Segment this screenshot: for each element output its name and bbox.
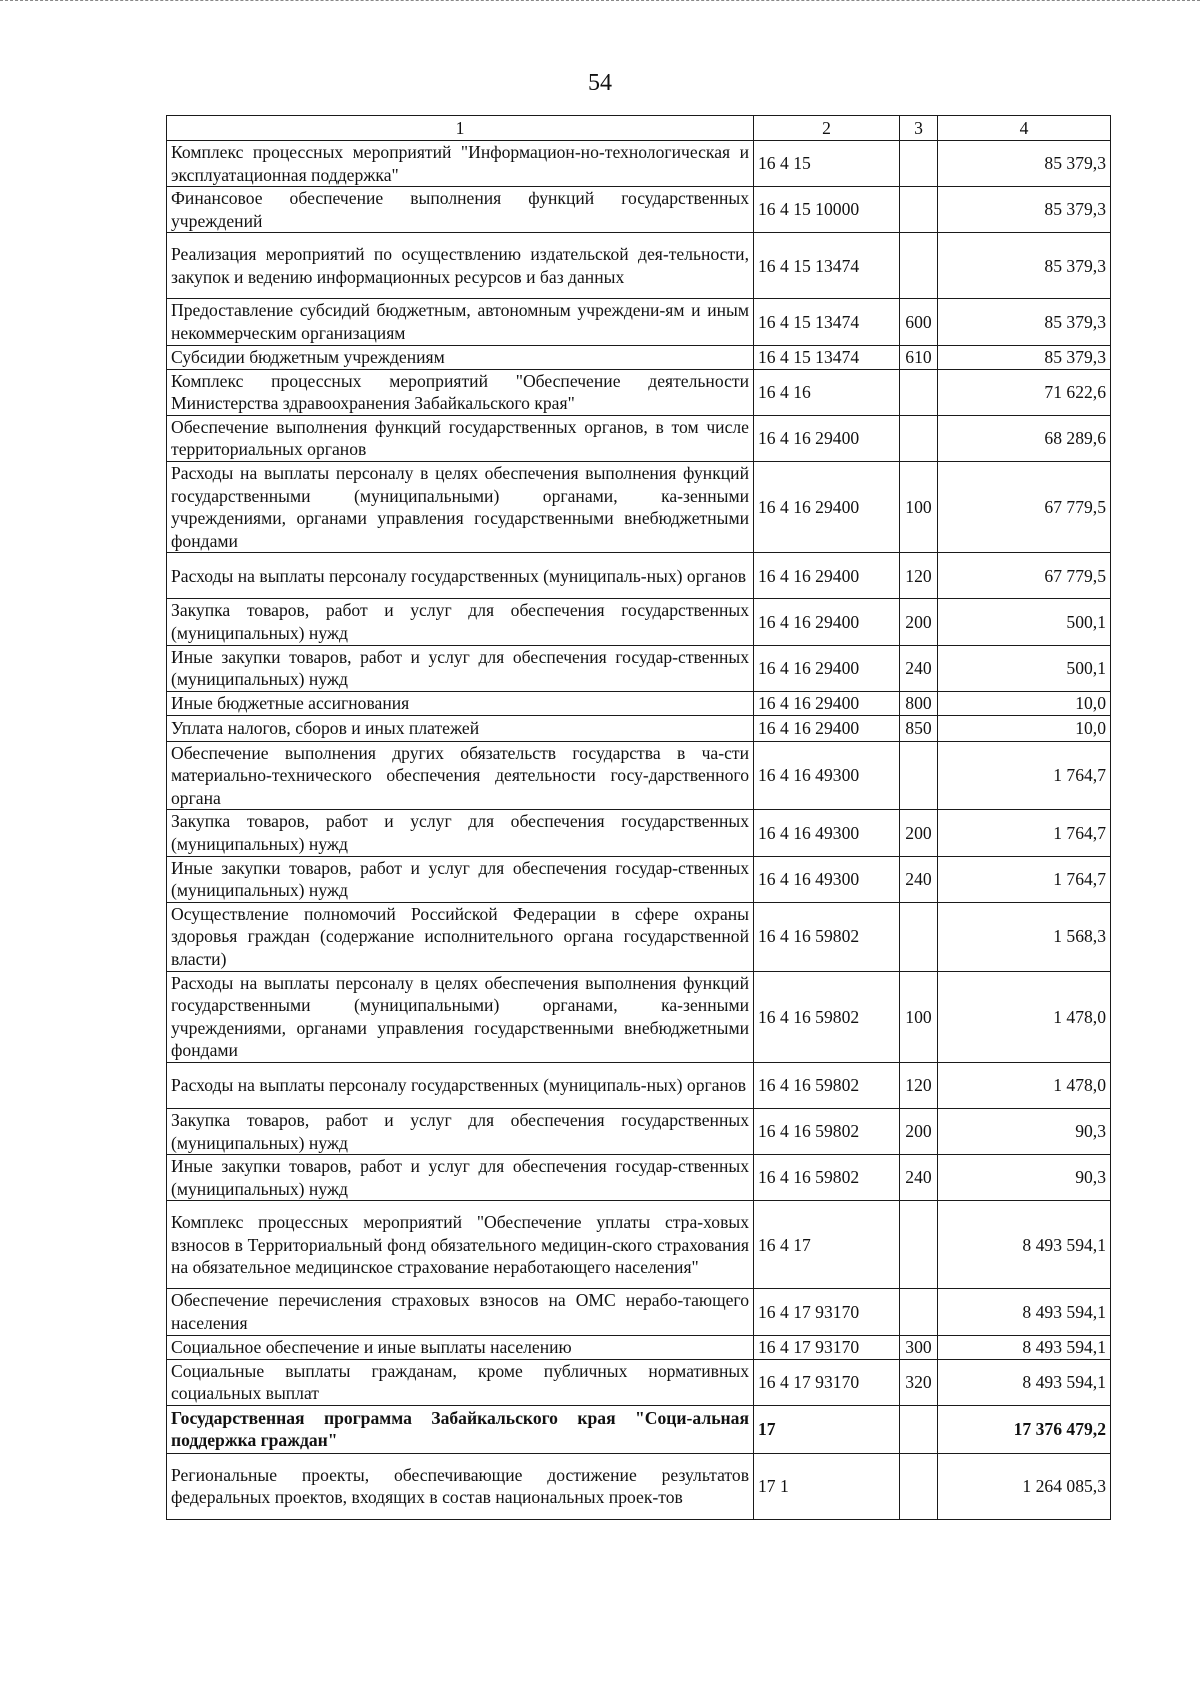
table-row [167,1063,1111,1109]
table-row [167,902,1111,971]
row-sum: 68 289,6 [938,415,1111,461]
row-kvr: 240 [900,856,938,902]
row-kvr: 240 [900,645,938,691]
table-row [167,461,1111,552]
row-code: 16 4 16 29400 [754,461,900,552]
row-kvr [900,141,938,187]
row-kvr: 600 [900,299,938,345]
row-sum: 1 264 085,3 [938,1453,1111,1519]
row-code: 16 4 15 10000 [754,187,900,233]
row-name: Финансовое обеспечение выполнения функций государственных учреждений [167,187,754,233]
row-sum: 90,3 [938,1155,1111,1201]
row-kvr: 610 [900,345,938,369]
table-row [167,599,1111,645]
table-row [167,141,1111,187]
row-sum: 8 493 594,1 [938,1335,1111,1359]
row-name: Осуществление полномочий Российской Федерации в сфере охраны здоровья граждан (содержание исполнительного органа государственной власти) [167,902,754,971]
row-sum: 10,0 [938,715,1111,741]
row-code: 16 4 16 59802 [754,971,900,1062]
row-sum: 1 764,7 [938,741,1111,810]
row-sum: 85 379,3 [938,187,1111,233]
table-row [167,1201,1111,1289]
row-sum: 1 568,3 [938,902,1111,971]
header-kvr: 3 [900,116,938,141]
row-kvr: 850 [900,715,938,741]
row-code: 16 4 16 29400 [754,415,900,461]
row-sum: 67 779,5 [938,461,1111,552]
row-name: Предоставление субсидий бюджетным, автономным учреждени-ям и иным некоммерческим организациям [167,299,754,345]
header-name: 1 [167,116,754,141]
header-row [167,116,1111,141]
row-name: Иные закупки товаров, работ и услуг для обеспечения государ-ственных (муниципальных) нужд [167,1155,754,1201]
row-code: 16 4 16 59802 [754,1063,900,1109]
row-name: Расходы на выплаты персоналу государственных (муниципаль-ных) органов [167,553,754,599]
row-code: 16 4 16 49300 [754,810,900,856]
row-code: 16 4 16 59802 [754,1155,900,1201]
row-kvr [900,1201,938,1289]
table-row [167,856,1111,902]
row-code: 16 4 15 13474 [754,345,900,369]
table-row [167,715,1111,741]
row-name: Закупка товаров, работ и услуг для обеспечения государственных (муниципальных) нужд [167,810,754,856]
row-name: Реализация мероприятий по осуществлению издательской дея-тельности, закупок и ведению информационных ресурсов и баз данных [167,233,754,299]
row-code: 16 4 16 29400 [754,599,900,645]
row-code: 16 4 16 29400 [754,553,900,599]
row-kvr [900,902,938,971]
table-row [167,1405,1111,1453]
row-kvr: 200 [900,810,938,856]
table-row [167,1453,1111,1519]
row-code: 16 4 17 [754,1201,900,1289]
row-sum: 71 622,6 [938,369,1111,415]
row-name: Комплекс процессных мероприятий "Обеспечение уплаты стра-ховых взносов в Территориальный фонд обязательного медицин-ского страхования на обязательное медицинское страхование неработающего населения" [167,1201,754,1289]
row-name: Иные закупки товаров, работ и услуг для обеспечения государ-ственных (муниципальных) нужд [167,645,754,691]
row-code: 16 4 17 93170 [754,1289,900,1335]
table-row [167,810,1111,856]
row-code: 16 4 15 [754,141,900,187]
row-sum: 8 493 594,1 [938,1359,1111,1405]
row-name: Расходы на выплаты персоналу государственных (муниципаль-ных) органов [167,1063,754,1109]
row-sum: 500,1 [938,599,1111,645]
row-kvr [900,741,938,810]
row-sum: 8 493 594,1 [938,1201,1111,1289]
row-sum: 10,0 [938,691,1111,715]
table-row [167,369,1111,415]
row-code: 17 [754,1405,900,1453]
header-sum: 4 [938,116,1111,141]
row-name: Закупка товаров, работ и услуг для обеспечения государственных (муниципальных) нужд [167,599,754,645]
row-sum: 8 493 594,1 [938,1289,1111,1335]
row-sum: 500,1 [938,645,1111,691]
row-name: Социальные выплаты гражданам, кроме публичных нормативных социальных выплат [167,1359,754,1405]
table-row [167,553,1111,599]
row-name: Обеспечение перечисления страховых взносов на ОМС нерабо-тающего населения [167,1289,754,1335]
row-name: Государственная программа Забайкальского края "Соци-альная поддержка граждан" [167,1405,754,1453]
row-name: Иные бюджетные ассигнования [167,691,754,715]
row-kvr [900,415,938,461]
row-kvr: 120 [900,553,938,599]
table-row [167,187,1111,233]
row-kvr: 100 [900,971,938,1062]
table-row [167,299,1111,345]
row-kvr: 100 [900,461,938,552]
row-name: Региональные проекты, обеспечивающие достижение результатов федеральных проектов, входящих в состав национальных проек-тов [167,1453,754,1519]
table-row [167,1359,1111,1405]
table-row [167,1289,1111,1335]
row-kvr: 800 [900,691,938,715]
row-sum: 1 478,0 [938,971,1111,1062]
row-kvr [900,1405,938,1453]
row-kvr: 320 [900,1359,938,1405]
row-kvr: 240 [900,1155,938,1201]
row-kvr [900,1453,938,1519]
table-row [167,345,1111,369]
row-name: Расходы на выплаты персоналу в целях обеспечения выполнения функций государственными (муниципальными) органами, ка-зенными учреждениями, органами управления государственными внебюджетными фондами [167,461,754,552]
row-kvr: 200 [900,599,938,645]
row-name: Обеспечение выполнения других обязательств государства в ча-сти материально-технического обеспечения деятельности госу-дарственного органа [167,741,754,810]
row-code: 16 4 16 29400 [754,645,900,691]
table-row [167,1335,1111,1359]
table-row [167,645,1111,691]
row-code: 16 4 16 49300 [754,741,900,810]
table-row [167,233,1111,299]
row-code: 16 4 16 29400 [754,715,900,741]
row-sum: 1 764,7 [938,856,1111,902]
row-code: 16 4 16 [754,369,900,415]
header-code: 2 [754,116,900,141]
row-name: Уплата налогов, сборов и иных платежей [167,715,754,741]
row-name: Закупка товаров, работ и услуг для обеспечения государственных (муниципальных) нужд [167,1109,754,1155]
row-sum: 67 779,5 [938,553,1111,599]
scan-edge [0,0,1200,5]
row-code: 16 4 16 59802 [754,1109,900,1155]
table-row [167,1109,1111,1155]
row-kvr [900,1289,938,1335]
row-kvr [900,187,938,233]
row-code: 16 4 16 49300 [754,856,900,902]
row-code: 17 1 [754,1453,900,1519]
row-name: Обеспечение выполнения функций государственных органов, в том числе территориальных органов [167,415,754,461]
row-name: Комплекс процессных мероприятий "Обеспечение деятельности Министерства здравоохранения Забайкальского края" [167,369,754,415]
budget-table [166,115,1111,1520]
row-code: 16 4 17 93170 [754,1359,900,1405]
row-kvr: 200 [900,1109,938,1155]
row-kvr: 300 [900,1335,938,1359]
row-name: Комплекс процессных мероприятий "Информацион-но-технологическая и эксплуатационная поддержка" [167,141,754,187]
row-kvr [900,369,938,415]
table-row [167,971,1111,1062]
row-name: Субсидии бюджетным учреждениям [167,345,754,369]
page-number: 54 [588,70,612,96]
row-sum: 85 379,3 [938,233,1111,299]
row-kvr: 120 [900,1063,938,1109]
table-row [167,1155,1111,1201]
table-row [167,415,1111,461]
row-sum: 85 379,3 [938,141,1111,187]
row-name: Иные закупки товаров, работ и услуг для обеспечения государ-ственных (муниципальных) нужд [167,856,754,902]
row-sum: 17 376 479,2 [938,1405,1111,1453]
row-sum: 85 379,3 [938,299,1111,345]
row-name: Социальное обеспечение и иные выплаты населению [167,1335,754,1359]
row-sum: 1 478,0 [938,1063,1111,1109]
row-code: 16 4 17 93170 [754,1335,900,1359]
row-code: 16 4 15 13474 [754,299,900,345]
table-row [167,741,1111,810]
table-row [167,691,1111,715]
row-kvr [900,233,938,299]
row-code: 16 4 16 59802 [754,902,900,971]
row-sum: 90,3 [938,1109,1111,1155]
row-code: 16 4 15 13474 [754,233,900,299]
row-code: 16 4 16 29400 [754,691,900,715]
row-name: Расходы на выплаты персоналу в целях обеспечения выполнения функций государственными (муниципальными) органами, ка-зенными учреждениями, органами управления государственными внебюджетными фондами [167,971,754,1062]
row-sum: 1 764,7 [938,810,1111,856]
row-sum: 85 379,3 [938,345,1111,369]
